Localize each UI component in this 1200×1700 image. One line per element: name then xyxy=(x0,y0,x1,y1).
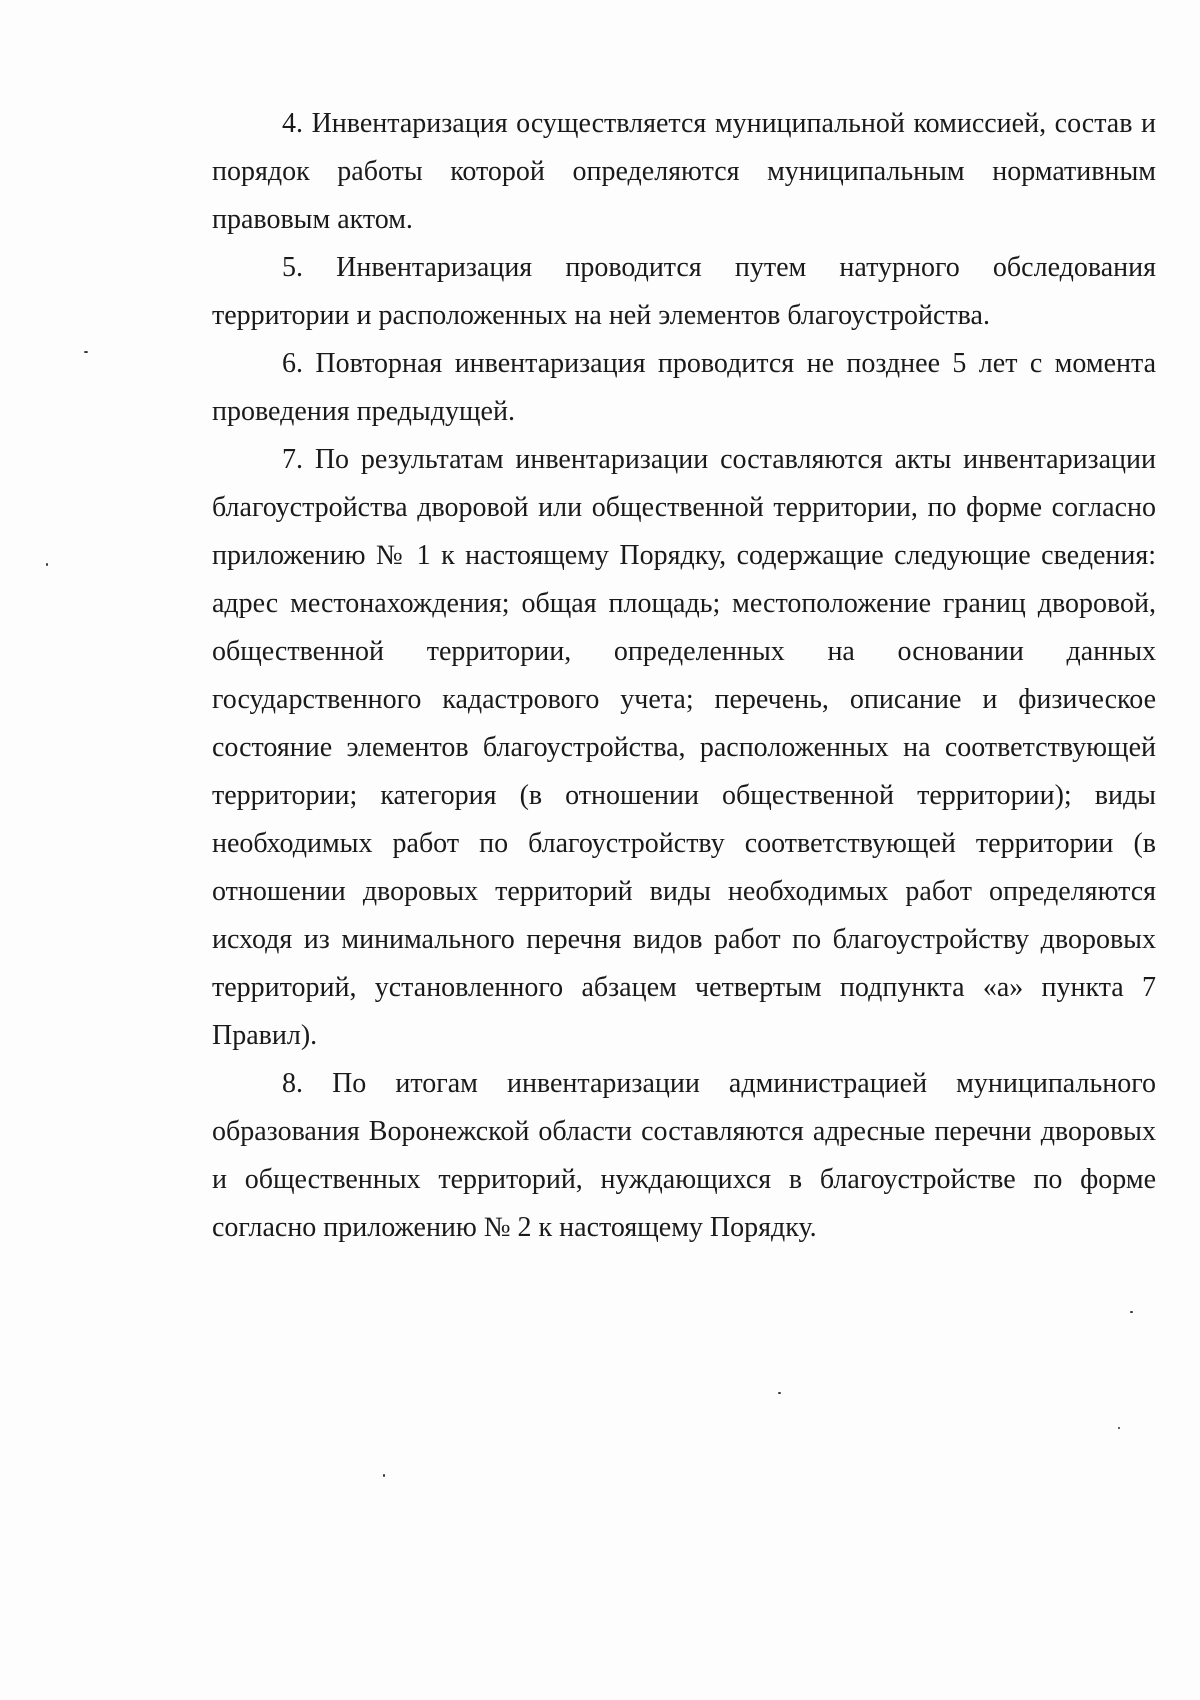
document-body xyxy=(212,100,1156,1252)
scan-speck xyxy=(1130,1311,1133,1313)
paragraph-5: 5. Инвентаризация проводится путем натурного обследования территории и расположенных на ней элементов благоустройства. xyxy=(212,252,1156,331)
scan-speck xyxy=(778,1392,781,1394)
scan-speck xyxy=(383,1474,385,1477)
scan-speck xyxy=(46,563,48,566)
paragraph-4: 4. Инвентаризация осуществляется муниципальной комиссией, состав и порядок работы которой определяются муниципальным нормативным правовым актом. xyxy=(212,108,1156,235)
paragraph-6: 6. Повторная инвентаризация проводится не позднее 5 лет с момента проведения предыдущей. xyxy=(212,348,1156,427)
paragraph-8: 8. По итогам инвентаризации администрацией муниципального образования Воронежской области составляются адресные перечни дворовых и общественных территорий, нуждающихся в благоустройстве по форме согласно приложению № 2 к настоящему Порядку. xyxy=(212,1068,1156,1243)
scan-speck xyxy=(84,351,88,353)
scan-speck xyxy=(1118,1427,1120,1429)
paragraph-7: 7. По результатам инвентаризации составляются акты инвентаризации благоустройства дворовой или общественной территории, по форме согласно приложению № 1 к настоящему Порядку, содержащие следующие сведения: адрес местонахождения; общая площадь; местоположение границ дворовой, общественной территории, определенных на основании данных государственного кадастрового учета; перечень, описание и физическое состояние элементов благоустройства, расположенных на соответствующей территории; категория (в отношении общественной территории); виды необходимых работ по благоустройству соответствующей территории (в отношении дворовых территорий виды необходимых работ определяются исходя из минимального перечня видов работ по благоустройству дворовых территорий, установленного абзацем четвертым подпункта «а» пункта 7 Правил). xyxy=(212,444,1156,1051)
